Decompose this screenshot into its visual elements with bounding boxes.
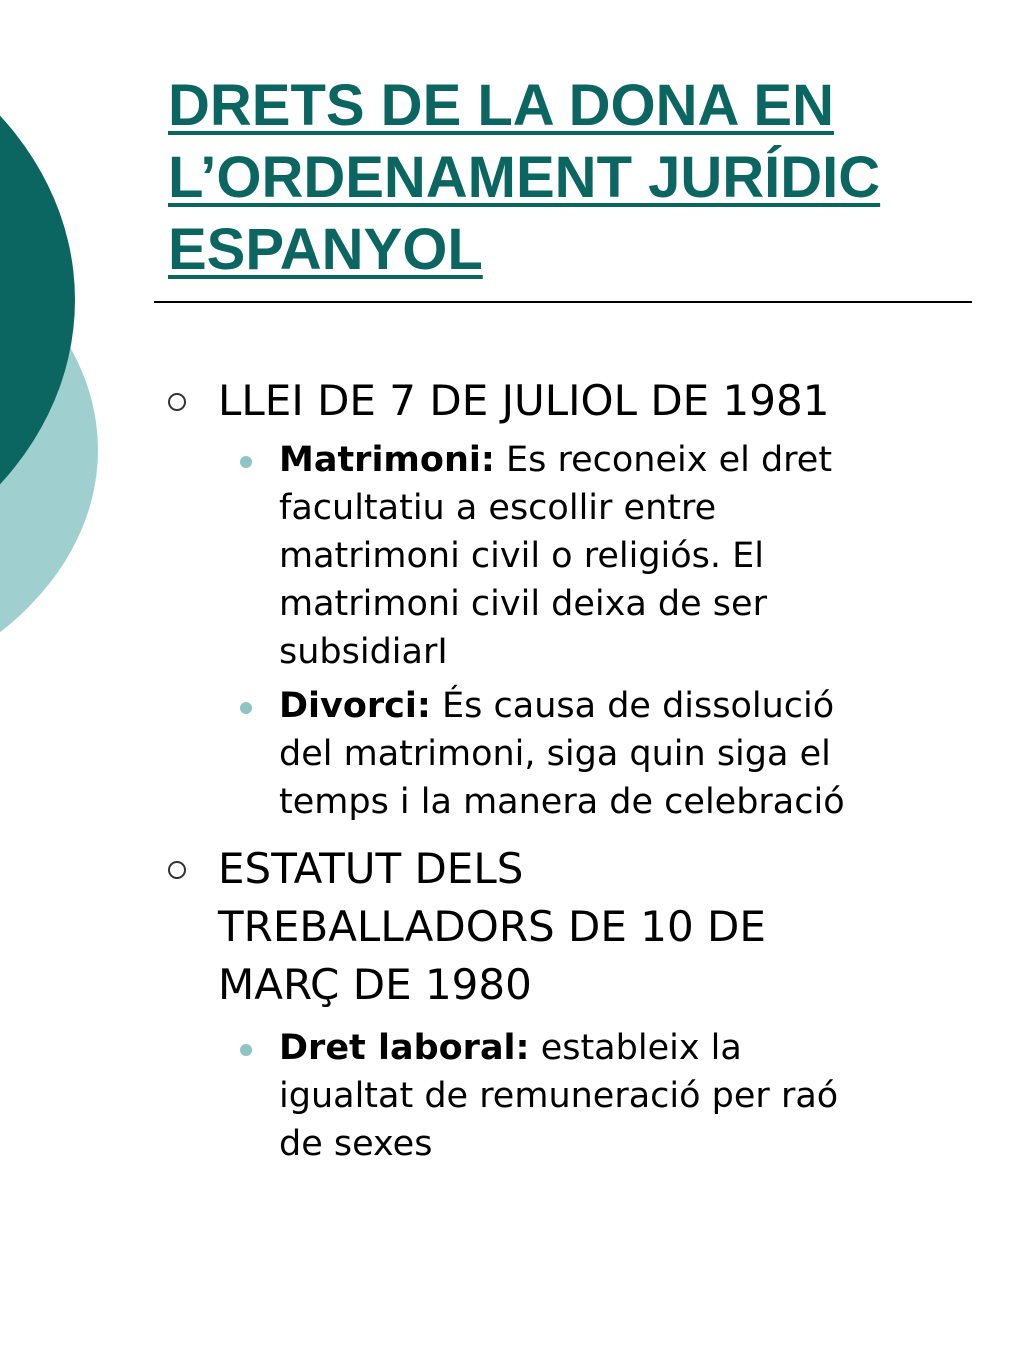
list-item-dret-laboral (162, 1024, 962, 1168)
section-heading: LLEI DE 7 DE JULIOL DE 1981 (218, 376, 830, 425)
item-label: Dret laboral: (279, 1028, 530, 1068)
item-text-line: de sexes (279, 1124, 433, 1164)
title-line-2: L’ORDENAMENT JURÍDIC (168, 145, 881, 210)
list-item-divorci (162, 682, 962, 826)
filled-circle-bullet-icon (240, 456, 252, 468)
slide-title (168, 70, 988, 286)
slide-body (162, 372, 962, 1168)
section-heading-line: ESTATUT DELS (218, 844, 524, 893)
section-heading-line: MARÇ DE 1980 (218, 960, 532, 1009)
item-text-line: facultatiu a escollir entre (279, 488, 717, 528)
filled-circle-bullet-icon (240, 702, 252, 714)
item-text-line: del matrimoni, siga quin siga el (279, 734, 831, 774)
hollow-circle-bullet-icon (168, 861, 186, 879)
section-llei-1981 (162, 372, 962, 430)
item-label: Matrimoni: (279, 440, 495, 480)
item-label: Divorci: (279, 686, 431, 726)
filled-circle-bullet-icon (240, 1044, 252, 1056)
item-text-line: igualtat de remuneració per raó (279, 1076, 839, 1116)
item-text-line: És causa de dissolució (430, 686, 835, 726)
section-estatut-treballadors (162, 840, 962, 1014)
item-text-line: temps i la manera de celebració (279, 782, 845, 822)
section-heading-line: TREBALLADORS DE 10 DE (218, 902, 766, 951)
item-text-line: subsidiarI (279, 632, 448, 672)
title-line-1: DRETS DE LA DONA EN (168, 73, 834, 138)
hollow-circle-bullet-icon (168, 393, 186, 411)
title-divider (154, 301, 972, 303)
item-text-line: matrimoni civil deixa de ser (279, 584, 767, 624)
decorative-circles (0, 0, 120, 760)
item-text-line: estableix la (529, 1028, 742, 1068)
item-text-line: matrimoni civil o religiós. El (279, 536, 764, 576)
title-line-3: ESPANYOL (168, 217, 483, 282)
list-item-matrimoni (162, 436, 962, 676)
item-text-line: Es reconeix el dret (494, 440, 833, 480)
